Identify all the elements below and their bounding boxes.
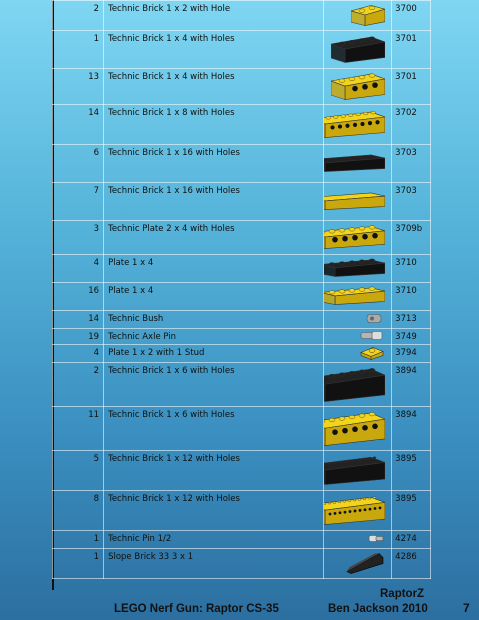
technic-axle-pin-icon [359, 329, 385, 345]
part-description: Technic Brick 1 x 12 with Holes [104, 491, 324, 531]
part-image-cell [323, 531, 391, 549]
technic-brick-1x16-yellow-icon [323, 190, 385, 213]
part-description: Technic Plate 2 x 4 with Holes [104, 221, 324, 255]
part-number: 3709b [392, 221, 431, 255]
plate-1x2-stud-yellow-icon [359, 345, 385, 363]
part-image-cell [323, 105, 391, 145]
part-description: Technic Brick 1 x 4 with Holes [104, 31, 324, 69]
part-number: 3894 [392, 363, 431, 407]
part-image-cell [323, 221, 391, 255]
part-description: Technic Brick 1 x 2 with Hole [104, 1, 324, 31]
table-row [53, 451, 431, 491]
part-number: 3894 [392, 407, 431, 451]
technic-brick-1x6-black-icon [323, 364, 385, 405]
technic-brick-1x2-yellow-icon [351, 2, 385, 29]
technic-pin-half-icon [367, 532, 385, 547]
part-number: 3701 [392, 31, 431, 69]
table-row [53, 221, 431, 255]
technic-brick-1x4-yellow-icon [331, 70, 385, 103]
part-description: Technic Brick 1 x 4 with Holes [104, 69, 324, 105]
part-quantity: 16 [53, 283, 104, 311]
technic-brick-1x12-black-icon [323, 453, 385, 488]
parts-table [52, 0, 431, 579]
part-image-cell [323, 329, 391, 345]
technic-brick-1x12-yellow-icon [323, 493, 385, 528]
part-number: 3703 [392, 145, 431, 183]
table-row [53, 1, 431, 31]
part-number: 3703 [392, 183, 431, 221]
slope-brick-black-icon [345, 549, 385, 578]
table-row [53, 407, 431, 451]
part-number: 3895 [392, 491, 431, 531]
part-image-cell [323, 255, 391, 283]
part-number: 3701 [392, 69, 431, 105]
part-quantity: 7 [53, 183, 104, 221]
page-number: 7 [463, 601, 470, 615]
table-row [53, 183, 431, 221]
part-quantity: 14 [53, 311, 104, 329]
part-description: Technic Brick 1 x 6 with Holes [104, 363, 324, 407]
part-image-cell [323, 31, 391, 69]
technic-plate-2x4-yellow-icon [323, 223, 385, 252]
part-number: 4274 [392, 531, 431, 549]
part-quantity: 4 [53, 255, 104, 283]
part-quantity: 5 [53, 451, 104, 491]
part-image-cell [323, 451, 391, 491]
part-description: Slope Brick 33 3 x 1 [104, 549, 324, 579]
footer-title: LEGO Nerf Gun: Raptor CS-35 [114, 603, 279, 615]
part-quantity: 6 [53, 145, 104, 183]
part-image-cell [323, 491, 391, 531]
part-image-cell [323, 283, 391, 311]
part-number: 3710 [392, 283, 431, 311]
part-description: Plate 1 x 4 [104, 283, 324, 311]
part-image-cell [323, 145, 391, 183]
part-number: 3749 [392, 329, 431, 345]
part-number: 3710 [392, 255, 431, 283]
part-quantity: 3 [53, 221, 104, 255]
technic-brick-1x8-yellow-icon [323, 108, 385, 141]
part-image-cell [323, 311, 391, 329]
technic-brick-1x6-yellow-icon [323, 408, 385, 449]
table-row [53, 345, 431, 363]
footer-author-handle: RaptorZ [380, 588, 425, 600]
table-row [53, 311, 431, 329]
part-description: Technic Brick 1 x 8 with Holes [104, 105, 324, 145]
table-row [53, 549, 431, 579]
technic-brick-1x4-black-icon [331, 33, 385, 66]
part-image-cell [323, 345, 391, 363]
part-image-cell [323, 183, 391, 221]
table-row [53, 363, 431, 407]
part-quantity: 13 [53, 69, 104, 105]
part-number: 3713 [392, 311, 431, 329]
part-number: 3702 [392, 105, 431, 145]
table-row [53, 491, 431, 531]
part-quantity: 14 [53, 105, 104, 145]
footer-author: Ben Jackson 2010 [328, 603, 428, 615]
part-quantity: 1 [53, 31, 104, 69]
part-description: Plate 1 x 2 with 1 Stud [104, 345, 324, 363]
part-description: Technic Brick 1 x 16 with Holes [104, 183, 324, 221]
part-quantity: 4 [53, 345, 104, 363]
plate-1x4-black-icon [323, 257, 385, 280]
part-description: Technic Brick 1 x 12 with Holes [104, 451, 324, 491]
part-image-cell [323, 363, 391, 407]
part-description: Plate 1 x 4 [104, 255, 324, 283]
part-description: Technic Brick 1 x 6 with Holes [104, 407, 324, 451]
table-row [53, 283, 431, 311]
part-number: 4286 [392, 549, 431, 579]
table-row [53, 531, 431, 549]
table-row [53, 69, 431, 105]
part-number: 3895 [392, 451, 431, 491]
part-description: Technic Axle Pin [104, 329, 324, 345]
part-image-cell [323, 1, 391, 31]
plate-1x4-yellow-icon [323, 285, 385, 308]
part-description: Technic Brick 1 x 16 with Holes [104, 145, 324, 183]
part-image-cell [323, 69, 391, 105]
part-quantity: 11 [53, 407, 104, 451]
part-quantity: 2 [53, 363, 104, 407]
part-quantity: 2 [53, 1, 104, 31]
part-image-cell [323, 407, 391, 451]
part-quantity: 19 [53, 329, 104, 345]
table-row [53, 329, 431, 345]
part-number: 3700 [392, 1, 431, 31]
table-row [53, 255, 431, 283]
technic-brick-1x16-black-icon [323, 152, 385, 175]
part-description: Technic Bush [104, 311, 324, 329]
table-row [53, 105, 431, 145]
part-image-cell [323, 549, 391, 579]
table-row [53, 145, 431, 183]
technic-bush-icon [363, 311, 385, 328]
part-quantity: 1 [53, 531, 104, 549]
part-number: 3794 [392, 345, 431, 363]
part-quantity: 1 [53, 549, 104, 579]
part-quantity: 8 [53, 491, 104, 531]
part-description: Technic Pin 1/2 [104, 531, 324, 549]
table-row [53, 31, 431, 69]
